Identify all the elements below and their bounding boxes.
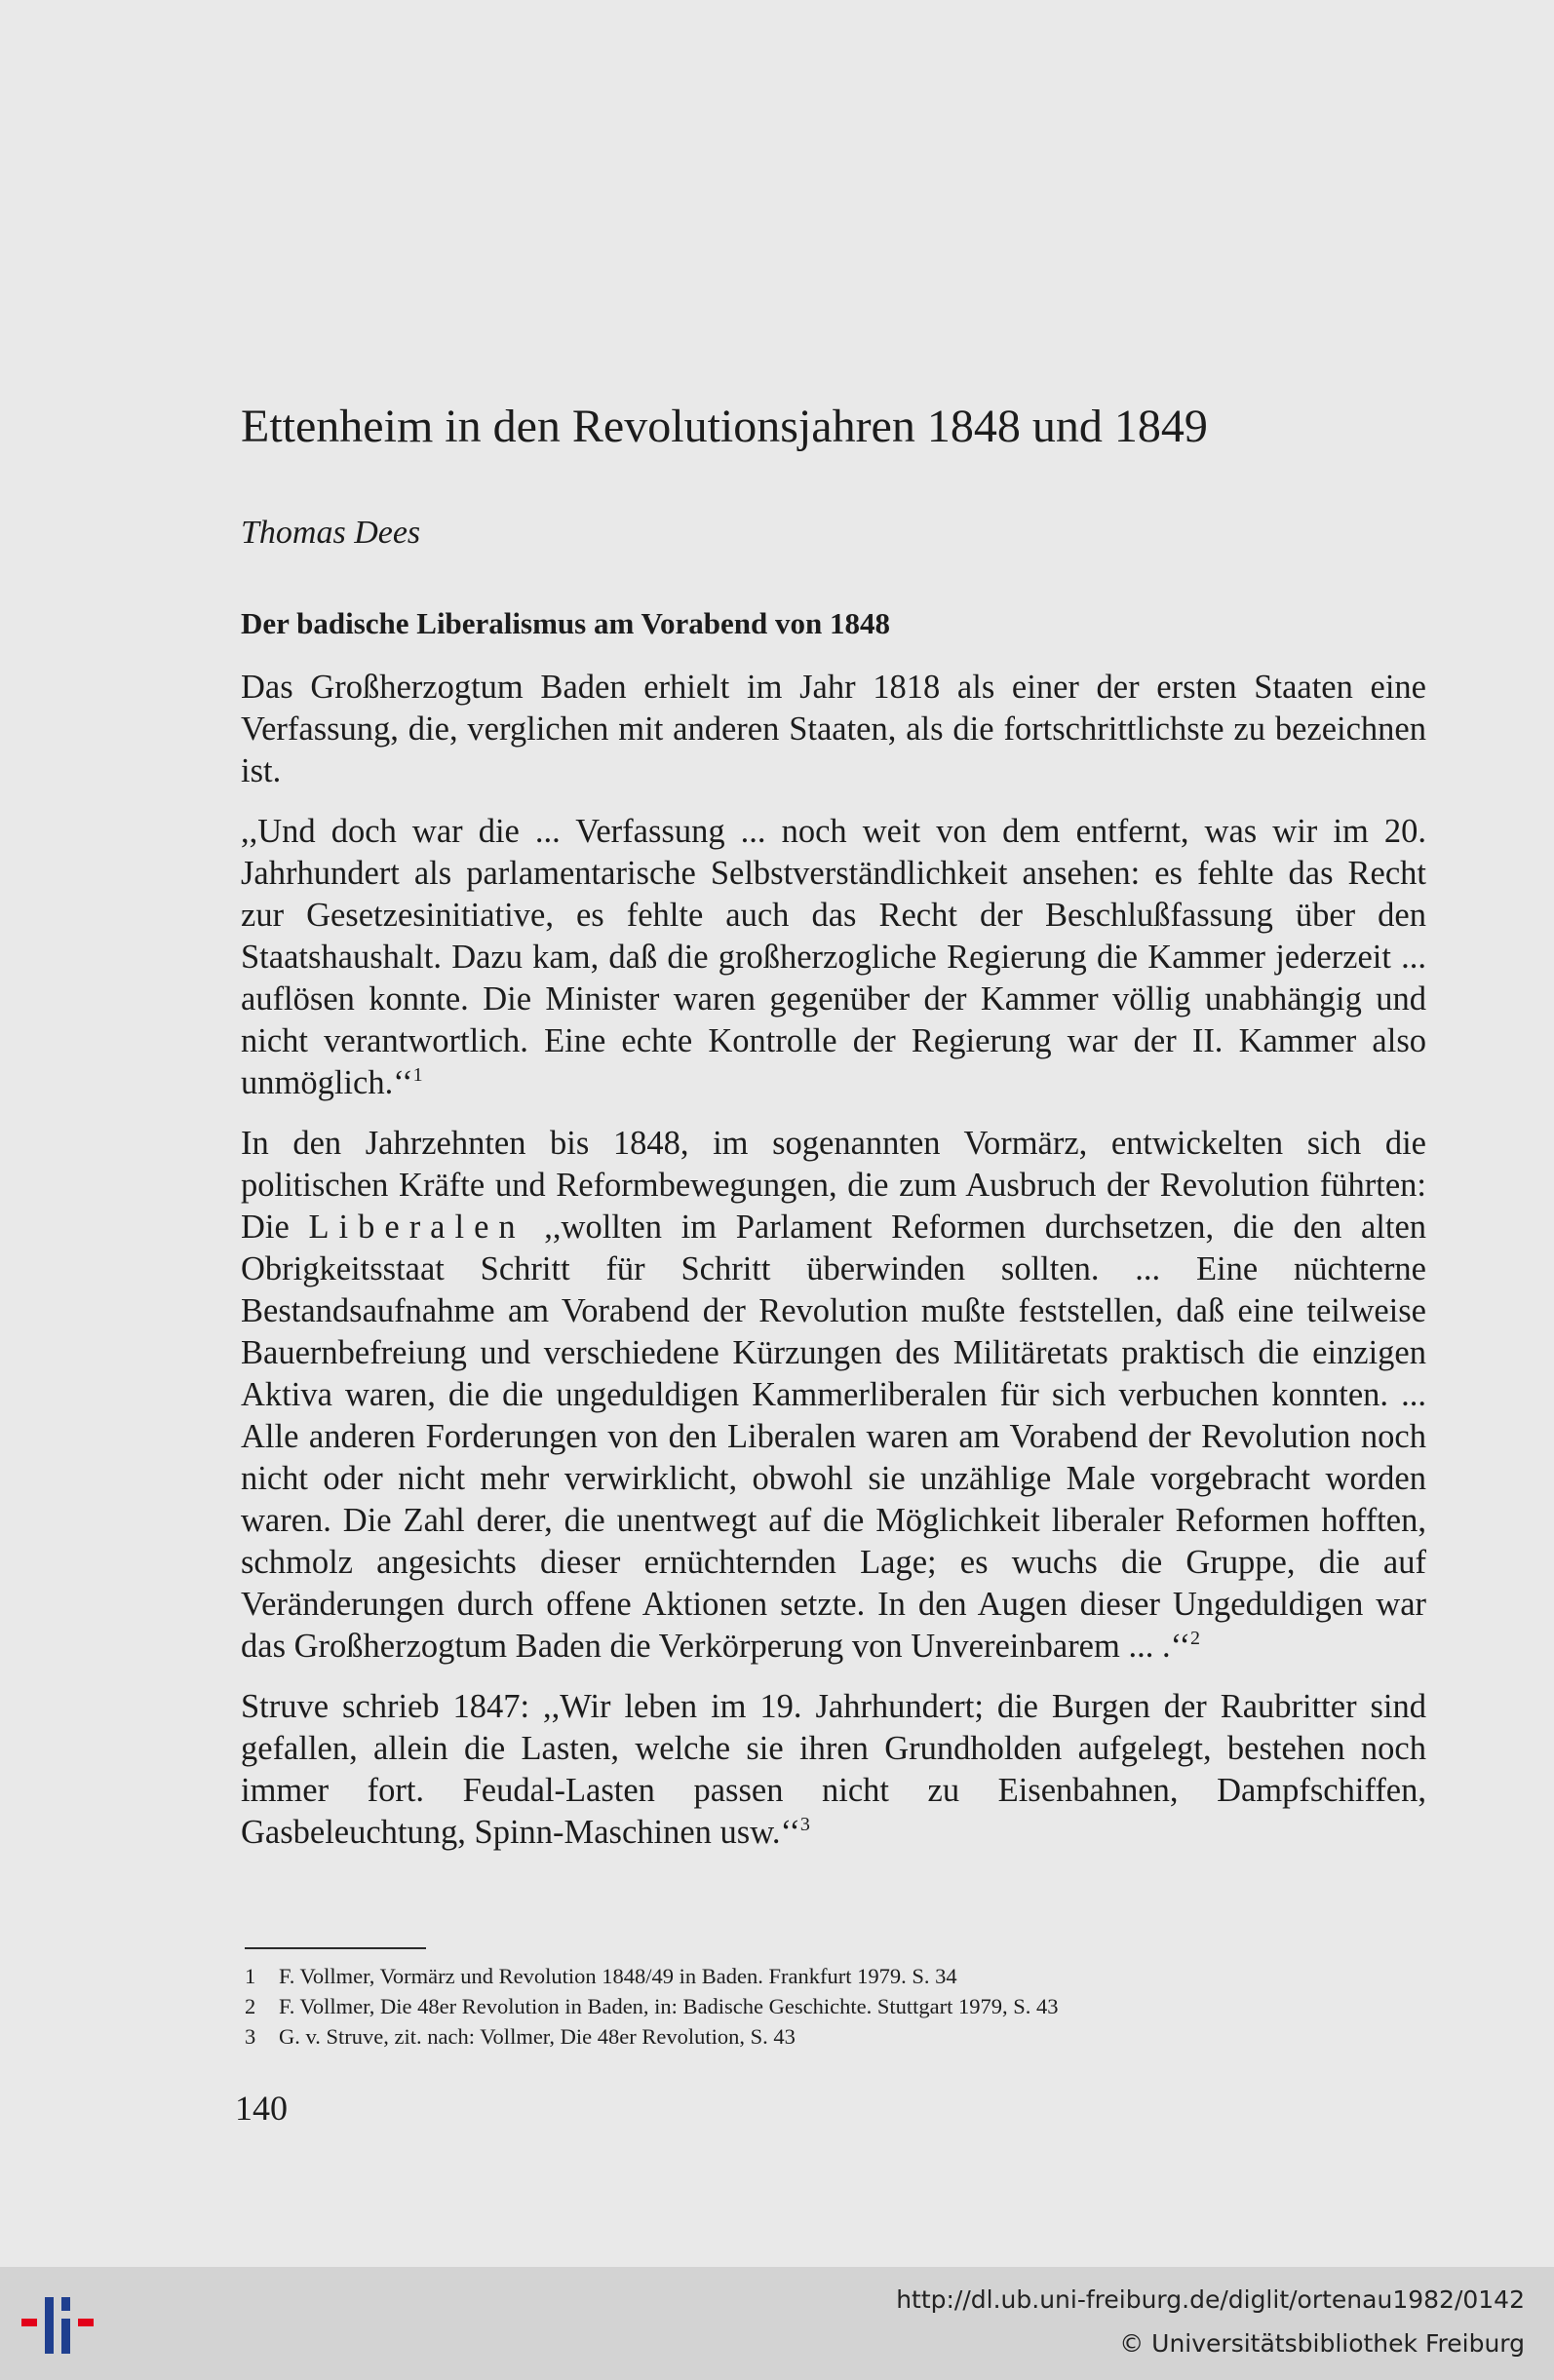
article-author: Thomas Dees — [241, 515, 421, 551]
footnote-item: 1 F. Vollmer, Vormärz und Revolution 1848/49 in Baden. Frankfurt 1979. S. 34 — [245, 1964, 957, 1988]
source-url-link[interactable]: http://dl.ub.uni-freiburg.de/diglit/ortenau1982/0142 — [896, 2285, 1525, 2314]
paragraph-3: In den Jahrzehnten bis 1848, im sogenannten Vormärz, entwickelten sich die politischen Kräfte und Reformbewegungen, die zum Ausbruch der Revolution führten: Die Liberalen ,,wollten im Parlament Reformen durchsetzen, die den alten Obrigkeitsstaat Schritt für Schritt überwinden sollten. ... Eine nüchterne Bestandsaufnahme am Vorabend der Revolution mußte feststellen, daß eine teilweise Bauernbefreiung und verschiedene Kürzungen des Militäretats praktisch die einzigen Aktiva waren, die die ungeduldigen Kammerliberalen für sich verbuchen konnten. ... Alle anderen Forderungen von den Liberalen waren am Vorabend der Revolution noch nicht oder nicht mehr verwirklicht, obwohl sie unzählige Male vorgebracht worden waren. Die Zahl derer, die unentwegt auf die Möglichkeit liberaler Reformen hofften, schmolz angesichts dieser ernüchternden Lage; es wuchs die Gruppe, die auf Veränderungen durch offene Aktionen setzte. In den Augen dieser Ungeduldigen war das Großherzogtum Baden die Verkörperung von Unvereinbarem ... .‘‘$^2$ — [241, 1125, 1427, 1665]
footnotes — [245, 1961, 1317, 2052]
ub-freiburg-logo-icon — [16, 2285, 103, 2363]
emphasized-word: Liberalen — [308, 1209, 525, 1246]
footnote-divider — [245, 1947, 426, 1949]
copyright-notice: © Universitätsbibliothek Freiburg — [1119, 2329, 1525, 2358]
paragraph-4: Struve schrieb 1847: ,,Wir leben im 19. Jahrhundert; die Burgen der Raubritter sind gefallen, allein die Lasten, welche sie ihren Grundholden aufgelegt, bestehen noch immer fort. Feudal-Lasten passen nicht zu Eisenbahnen, Dampfschiffen, Gasbeleuchtung, Spinn-Maschinen usw.‘‘$^3$ — [241, 1688, 1426, 1851]
footnote-ref-3: 3 — [799, 1814, 810, 1835]
paragraph-1: Das Großherzogtum Baden erhielt im Jahr 1818 als einer der ersten Staaten eine Verfassung, die, verglichen mit anderen Staaten, als die fortschrittlichste zu bezeichnen ist. — [241, 669, 1426, 789]
section-heading: Der badische Liberalismus am Vorabend von 1848 — [241, 606, 891, 640]
footnote-item: 3 G. v. Struve, zit. nach: Vollmer, Die 48er Revolution, S. 43 — [245, 2024, 796, 2049]
page-number: 140 — [235, 2089, 288, 2128]
article-body — [241, 667, 1426, 1872]
footer-bar — [0, 2267, 1554, 2380]
footnote-item: 2 F. Vollmer, Die 48er Revolution in Baden, in: Badische Geschichte. Stuttgart 1979, S. 43 — [245, 1994, 1059, 2018]
paragraph-2-quote: ,,Und doch war die ... Verfassung ... noch weit von dem entfernt, was wir im 20. Jahrhundert als parlamentarische Selbstverständlichkeit ansehen: es fehlte das Recht zur Gesetzesinitiative, es fehlte auch das Recht der Beschlußfassung über den Staatshaushalt. Dazu kam, daß die großherzogliche Regierung die Kammer jederzeit ... auflösen konnte. Die Minister waren gegenüber der Kammer völlig unabhängig und nicht verantwortlich. Eine echte Kontrolle der Regierung war der II. Kammer also unmöglich.‘‘$^1$ — [241, 813, 1426, 1101]
footnote-ref-1: 1 — [412, 1064, 423, 1086]
footnote-ref-2: 2 — [1190, 1628, 1201, 1649]
article-title: Ettenheim in den Revolutionsjahren 1848 und 1849 — [241, 401, 1208, 452]
